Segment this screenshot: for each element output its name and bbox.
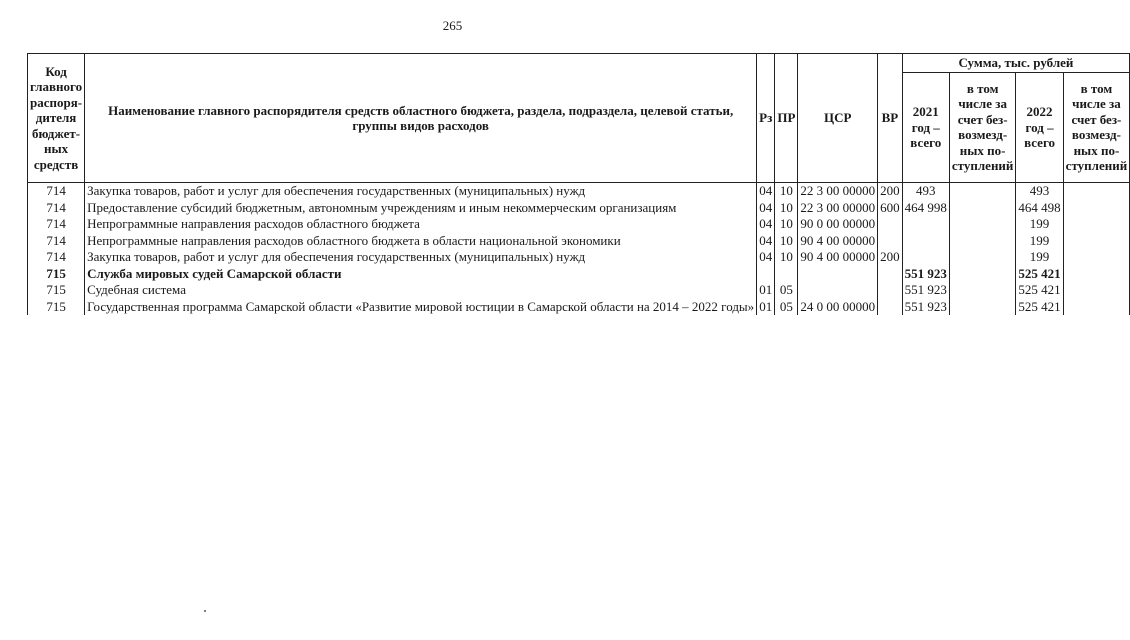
header-code: Код главного распоря-дителя бюджет-ных средств <box>28 54 85 183</box>
budget-table <box>27 53 1130 315</box>
header-2022-free: в том числе за счет без-возмезд-ных по-ступлений <box>1063 72 1130 183</box>
cell-2021-total: 551 923 <box>902 299 949 316</box>
cell-2022-total: 199 <box>1016 216 1063 233</box>
cell-csr: 90 4 00 00000 <box>798 233 878 250</box>
cell-rz: 04 <box>757 216 775 233</box>
header-vr: ВР <box>878 54 903 183</box>
cell-vr: 200 <box>878 183 903 200</box>
cell-2022-free <box>1063 266 1130 283</box>
cell-2021-total: 551 923 <box>902 282 949 299</box>
cell-csr: 24 0 00 00000 <box>798 299 878 316</box>
cell-pr: 10 <box>775 249 798 266</box>
table-row <box>28 282 1130 299</box>
cell-2022-free <box>1063 200 1130 217</box>
cell-2021-free <box>949 299 1016 316</box>
header-pr: ПР <box>775 54 798 183</box>
cell-name: Непрограммные направления расходов областного бюджета в области национальной экономики <box>85 233 757 250</box>
cell-rz: 04 <box>757 183 775 200</box>
cell-2021-free <box>949 266 1016 283</box>
cell-2021-free <box>949 249 1016 266</box>
table-row <box>28 216 1130 233</box>
header-rz: Рз <box>757 54 775 183</box>
table-row <box>28 249 1130 266</box>
cell-code: 714 <box>28 216 85 233</box>
cell-vr <box>878 266 903 283</box>
cell-2021-free <box>949 282 1016 299</box>
cell-2022-total: 525 421 <box>1016 282 1063 299</box>
cell-2022-free <box>1063 183 1130 200</box>
table-body <box>28 183 1130 316</box>
cell-2022-total: 199 <box>1016 249 1063 266</box>
cell-name: Судебная система <box>85 282 757 299</box>
cell-vr <box>878 299 903 316</box>
cell-2022-free <box>1063 299 1130 316</box>
cell-csr: 22 3 00 00000 <box>798 200 878 217</box>
cell-pr: 10 <box>775 183 798 200</box>
cell-2022-free <box>1063 233 1130 250</box>
header-2022-total: 2022 год – всего <box>1016 72 1063 183</box>
cell-2021-total <box>902 216 949 233</box>
cell-name: Закупка товаров, работ и услуг для обеспечения государственных (муниципальных) нужд <box>85 183 757 200</box>
cell-vr: 600 <box>878 200 903 217</box>
page-number: 265 <box>442 18 463 33</box>
table-row <box>28 233 1130 250</box>
header-sum-group: Сумма, тыс. рублей <box>902 54 1130 73</box>
cell-csr: 90 0 00 00000 <box>798 216 878 233</box>
cell-2022-total: 525 421 <box>1016 266 1063 283</box>
cell-2021-total: 551 923 <box>902 266 949 283</box>
cell-csr: 22 3 00 00000 <box>798 183 878 200</box>
cell-code: 714 <box>28 183 85 200</box>
cell-rz: 01 <box>757 282 775 299</box>
cell-name: Предоставление субсидий бюджетным, автономным учреждениям и иным некоммерческим организациям <box>85 200 757 217</box>
cell-rz <box>757 266 775 283</box>
cell-name: Закупка товаров, работ и услуг для обеспечения государственных (муниципальных) нужд <box>85 249 757 266</box>
cell-code: 715 <box>28 282 85 299</box>
cell-csr: 90 4 00 00000 <box>798 249 878 266</box>
cell-pr <box>775 266 798 283</box>
cell-2022-total: 464 498 <box>1016 200 1063 217</box>
cell-pr: 05 <box>775 299 798 316</box>
cell-2022-free <box>1063 249 1130 266</box>
header-csr: ЦСР <box>798 54 878 183</box>
cell-vr: 200 <box>878 249 903 266</box>
cell-2021-free <box>949 200 1016 217</box>
cell-vr <box>878 216 903 233</box>
cell-name: Непрограммные направления расходов областного бюджета <box>85 216 757 233</box>
cell-2021-free <box>949 183 1016 200</box>
cell-2021-total: 464 998 <box>902 200 949 217</box>
cell-code: 715 <box>28 299 85 316</box>
cell-csr <box>798 282 878 299</box>
cell-pr: 10 <box>775 200 798 217</box>
cell-name: Государственная программа Самарской области «Развитие мировой юстиции в Самарской области на 2014 – 2022 годы» <box>85 299 757 316</box>
cell-2021-total: 493 <box>902 183 949 200</box>
cell-2021-free <box>949 233 1016 250</box>
header-2021-total: 2021 год – всего <box>902 72 949 183</box>
cell-code: 714 <box>28 200 85 217</box>
cell-2021-total <box>902 233 949 250</box>
cell-pr: 05 <box>775 282 798 299</box>
header-2021-free: в том числе за счет без-возмезд-ных по-ступлений <box>949 72 1016 183</box>
table-row <box>28 200 1130 217</box>
cell-2021-total <box>902 249 949 266</box>
cell-2022-total: 525 421 <box>1016 299 1063 316</box>
cell-csr <box>798 266 878 283</box>
cell-pr: 10 <box>775 233 798 250</box>
table-row <box>28 266 1130 283</box>
cell-2022-total: 199 <box>1016 233 1063 250</box>
header-name: Наименование главного распорядителя средств областного бюджета, раздела, подраздела, целевой статьи, группы видов расходов <box>85 54 757 183</box>
cell-2022-free <box>1063 282 1130 299</box>
cell-name: Служба мировых судей Самарской области <box>85 266 757 283</box>
cell-rz: 04 <box>757 249 775 266</box>
cell-pr: 10 <box>775 216 798 233</box>
cell-2021-free <box>949 216 1016 233</box>
cell-vr <box>878 233 903 250</box>
cell-rz: 04 <box>757 233 775 250</box>
cell-code: 714 <box>28 233 85 250</box>
cell-2022-free <box>1063 216 1130 233</box>
scan-speck <box>204 610 206 612</box>
cell-rz: 01 <box>757 299 775 316</box>
cell-2022-total: 493 <box>1016 183 1063 200</box>
table-row <box>28 299 1130 316</box>
cell-code: 715 <box>28 266 85 283</box>
table-row <box>28 183 1130 200</box>
cell-code: 714 <box>28 249 85 266</box>
cell-vr <box>878 282 903 299</box>
cell-rz: 04 <box>757 200 775 217</box>
